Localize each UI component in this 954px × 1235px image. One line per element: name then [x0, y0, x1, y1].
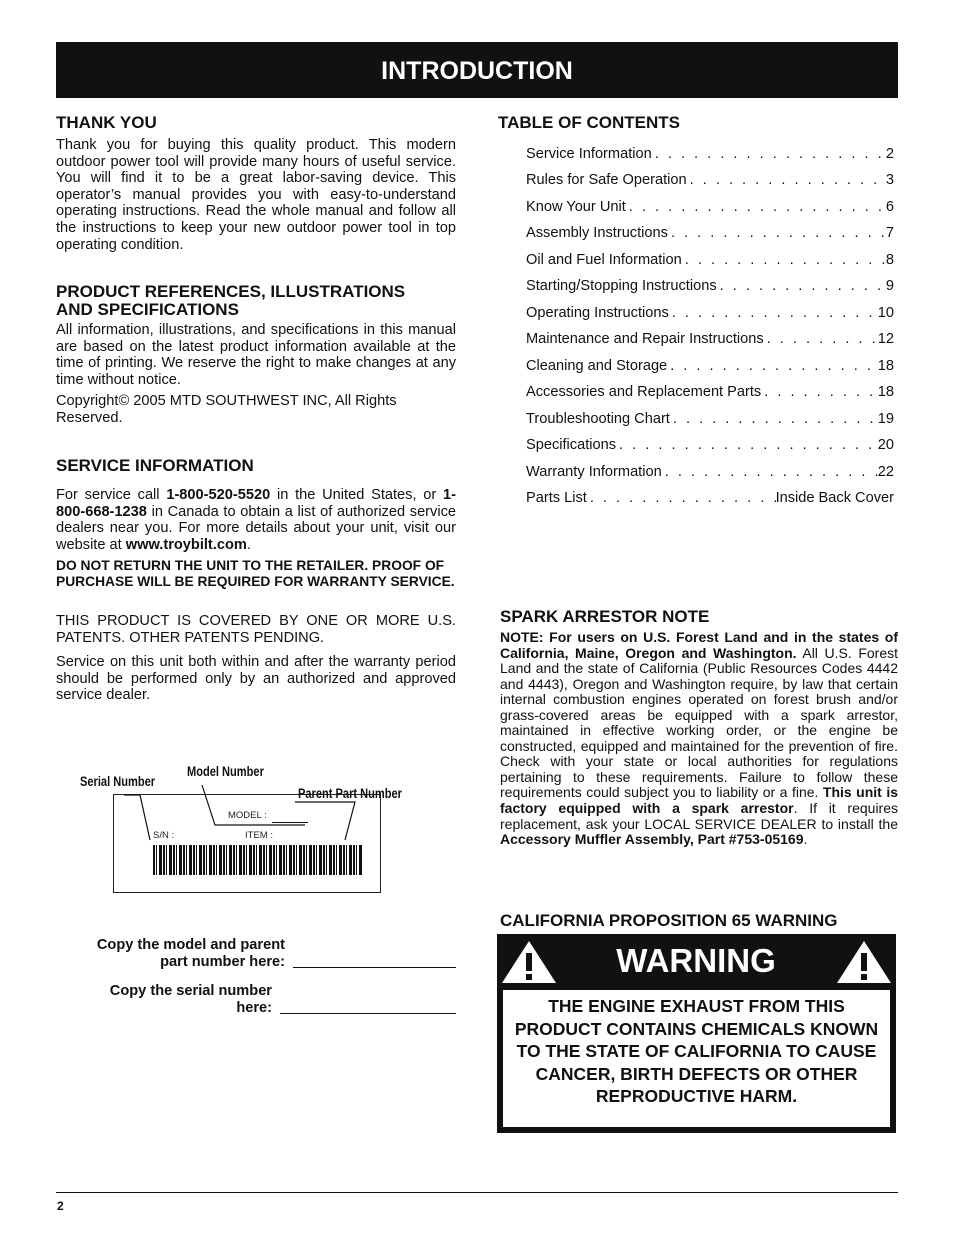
thank-you-body: Thank you for buying this quality product. This modern outdoor power tool will provide many hours of useful service. You will find it to be a great labor-saving device. This operator’s manual provides you with easy-to-understand operating instructions. Read the whole manual and follow all the instructions to keep your new outdoor power tool in top operating condition. [56, 137, 456, 253]
copy-model-label-line2: part number here: [160, 953, 285, 970]
toc-item[interactable] [526, 330, 894, 348]
toc-item-page: 8 [885, 252, 894, 268]
warning-text: THE ENGINE EXHAUST FROM THIS PRODUCT CONTAINS CHEMICALS KNOWN TO THE STATE OF CALIFORNIA TO CAUSE CANCER, BIRTH DEFECTS OR OTHER REPRODUCTIVE HARM. [514, 996, 879, 1106]
toc-leader [682, 251, 886, 269]
spark-end: . [803, 831, 808, 848]
product-references-body: All information, illustrations, and specifications in this manual are based on the latest product information available at the time of printing. We reserve the right to make changes at any time without notice. [56, 322, 456, 388]
model-field-label: MODEL : [228, 810, 267, 821]
toc-item-page: Inside Back Cover [775, 490, 894, 506]
service-call-prefix: For service call [56, 487, 167, 503]
toc-item-page: 7 [885, 225, 894, 241]
warning-triangle-icon [834, 938, 894, 986]
toc-item-page: 2 [885, 146, 894, 162]
toc-leader [764, 330, 878, 348]
toc-item-title: Parts List [526, 490, 587, 506]
warranty-service-note: Service on this unit both within and after the warranty period should be performed only by an authorized and approved service dealer. [56, 654, 456, 704]
service-call-text [56, 487, 456, 553]
toc-leader [616, 436, 878, 454]
period: . [246, 536, 251, 553]
model-number-callout: Model Number [187, 764, 264, 779]
phone-us: 1-800-520-5520 [166, 487, 271, 503]
toc-item[interactable] [526, 357, 894, 375]
product-references-heading-line2: AND SPECIFICATIONS [56, 300, 239, 319]
copyright-text: Copyright© 2005 MTD SOUTHWEST INC, All Rights Reserved. [56, 393, 397, 426]
toc-item-page: 19 [877, 411, 894, 427]
product-references-heading-line1: PRODUCT REFERENCES, ILLUSTRATIONS [56, 282, 406, 301]
product-references-heading [56, 283, 456, 319]
toc-item[interactable] [526, 304, 894, 322]
sn-field-label: S/N : [153, 830, 175, 841]
toc-item[interactable] [526, 145, 894, 163]
toc-leader [662, 463, 878, 481]
serial-number-callout: Serial Number [80, 774, 156, 789]
toc-item[interactable] [526, 489, 894, 507]
copy-serial-label-line2: here: [236, 999, 272, 1016]
barcode-graphic [153, 845, 363, 875]
parent-part-number-callout: Parent Part Number [298, 786, 402, 801]
toc-leader [717, 277, 886, 295]
copy-model-label [56, 937, 285, 970]
copy-serial-label-line1: Copy the serial number [109, 983, 272, 999]
toc-item-title: Cleaning and Storage [526, 358, 668, 374]
spark-factory-bold: This unit is factory equipped with a spark arrestor [500, 784, 898, 817]
toc-item-page: 18 [877, 358, 894, 374]
toc-item-title: Assembly Instructions [526, 225, 668, 241]
spark-body-part1: All U.S. Forest Land and the state of California (Public Resources Codes 4442 and 4443), Oregon and Washington require, by law that certain internal combustion engines operated on forest brush and/or grass-covered areas be equipped with a spark arrestor, maintained in effective working order, or the engine be constructed, equipped and maintained for the prevention of fire. Check with your state or local authorities for regulations pertaining to these requirements. Failure to follow these requirements could subject you to liability or a fine. [500, 644, 898, 801]
toc-item[interactable] [526, 410, 894, 428]
toc-item[interactable] [526, 436, 894, 454]
toc-item-title: Oil and Fuel Information [526, 252, 682, 268]
toc-item-title: Specifications [526, 437, 617, 453]
toc-item[interactable] [526, 224, 894, 242]
toc-leader [687, 171, 886, 189]
toc-heading: TABLE OF CONTENTS [498, 113, 680, 132]
toc-item[interactable] [526, 171, 894, 189]
item-field-label: ITEM : [245, 830, 273, 841]
footer-divider [56, 1192, 898, 1193]
page-number: 2 [57, 1199, 64, 1213]
warning-title: WARNING [616, 942, 776, 979]
spark-note-bold: NOTE: For users on U.S. Forest Land and in the states of California, Maine, Oregon and Washington. [500, 629, 898, 661]
model-field-line [272, 822, 308, 823]
toc-leader [667, 357, 878, 375]
page-title-banner [56, 42, 898, 98]
prop65-heading: CALIFORNIA PROPOSITION 65 WARNING [500, 911, 838, 930]
spark-arrestor-heading: SPARK ARRESTOR NOTE [500, 607, 710, 626]
warning-triangle-icon [499, 938, 559, 986]
model-entry-line[interactable] [293, 967, 456, 968]
toc-item-page: 12 [877, 331, 894, 347]
toc-leader [626, 198, 886, 216]
do-not-return-notice: DO NOT RETURN THE UNIT TO THE RETAILER. PROOF OF PURCHASE WILL BE REQUIRED FOR WARRANTY SERVICE. [56, 558, 455, 589]
service-call-suffix: in Canada to obtain a list of authorized service dealers near you. For more details about your unit, visit our website at [56, 503, 456, 553]
toc-leader [670, 410, 878, 428]
toc-leader [668, 224, 886, 242]
toc-item-title: Starting/Stopping Instructions [526, 278, 717, 294]
thank-you-heading: THANK YOU [56, 113, 157, 132]
toc-item-page: 18 [877, 384, 894, 400]
service-call-mid: in the United States, or [270, 487, 444, 503]
toc-item-title: Troubleshooting Chart [526, 411, 670, 427]
toc-leader [587, 489, 776, 507]
toc-item-page: 22 [877, 464, 894, 480]
copy-serial-label [56, 983, 272, 1016]
toc-item-title: Warranty Information [526, 464, 662, 480]
toc-item-page: 10 [877, 305, 894, 321]
toc-item-title: Service Information [526, 146, 652, 162]
toc-item-title: Accessories and Replacement Parts [526, 384, 762, 400]
serial-entry-line[interactable] [280, 1013, 456, 1014]
toc-item-page: 3 [885, 172, 894, 188]
toc-item-title: Rules for Safe Operation [526, 172, 687, 188]
copy-model-label-line1: Copy the model and parent [96, 937, 285, 953]
toc-item-page: 20 [877, 437, 894, 453]
toc-item[interactable] [526, 383, 894, 401]
toc-item[interactable] [526, 251, 894, 269]
toc-item[interactable] [526, 277, 894, 295]
toc-item-page: 9 [885, 278, 894, 294]
toc-item-title: Maintenance and Repair Instructions [526, 331, 764, 347]
toc-leader [761, 383, 878, 401]
toc-item-title: Operating Instructions [526, 305, 669, 321]
toc-item-title: Know Your Unit [526, 199, 626, 215]
website-link[interactable]: www.troybilt.com [125, 536, 247, 553]
toc-item-page: 6 [885, 199, 894, 215]
toc-leader [669, 304, 878, 322]
phone-canada: 1-800-668-1238 [56, 487, 457, 520]
patents-notice: THIS PRODUCT IS COVERED BY ONE OR MORE U.S. PATENTS. OTHER PATENTS PENDING. [56, 613, 456, 646]
spark-body-part2: . If it requires replacement, ask your LOCAL SERVICE DEALER to install the [500, 800, 898, 832]
muffler-assembly-part: Accessory Muffler Assembly, Part #753-05169 [500, 831, 804, 848]
toc-item[interactable] [526, 463, 894, 481]
toc-item[interactable] [526, 198, 894, 216]
service-information-heading: SERVICE INFORMATION [56, 456, 254, 475]
toc-leader [652, 145, 886, 163]
spark-arrestor-body [500, 630, 898, 848]
page-title: INTRODUCTION [381, 57, 573, 85]
